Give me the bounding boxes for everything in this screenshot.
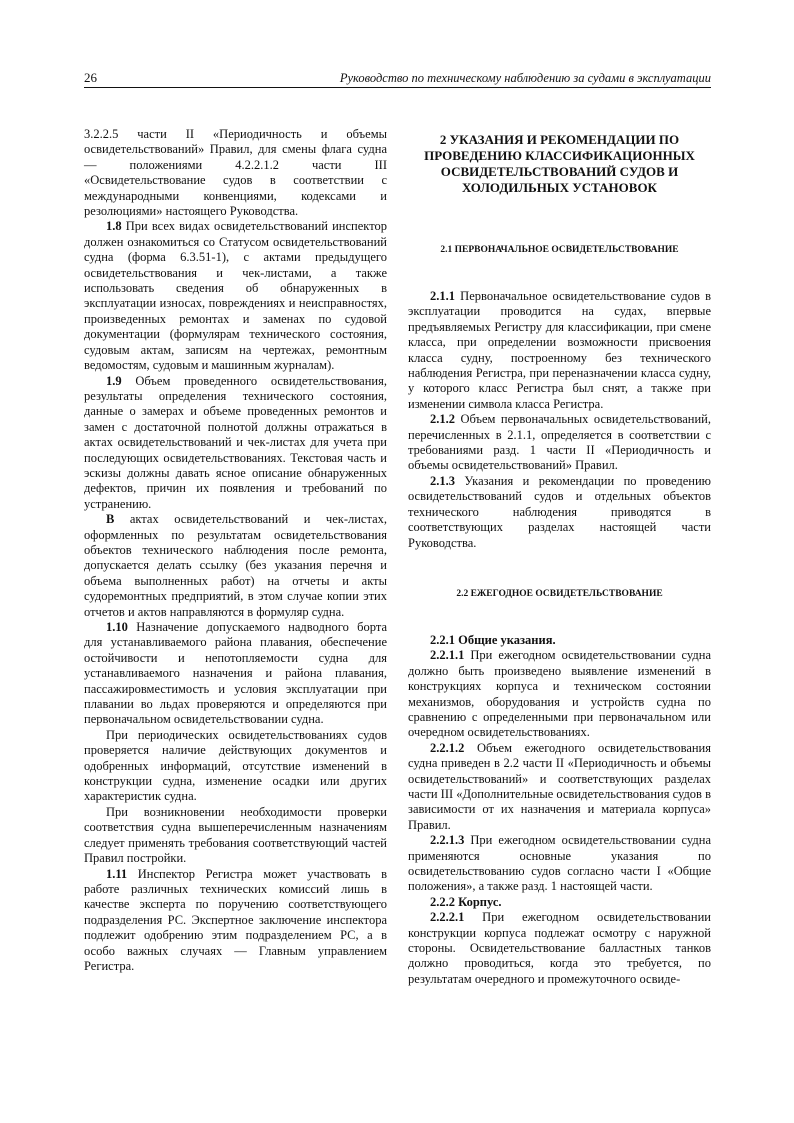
clause-number: 2.1.1 xyxy=(430,289,455,303)
paragraph-2-2-1-3 xyxy=(408,833,711,895)
running-header xyxy=(84,71,711,88)
paragraph-2-1-1 xyxy=(408,289,711,412)
paragraph-1-11 xyxy=(84,867,387,975)
section-title-2-1: 2.1 ПЕРВОНАЧАЛЬНОЕ ОСВИДЕТЕЛЬСТВОВАНИЕ xyxy=(440,245,679,255)
clause-number: 2.2.1.2 xyxy=(430,740,465,755)
paragraph-text: Объем проведенного освидетельствования, результаты определения технического состояния, данные о замерах и объеме проведенных ремонтов и замен с достаточной полнотой должны отражаться в актах освидетельствований и чек-листах для учета при последующих освидетельствованиях. Текстовая часть и эскизы должны давать ясное описание обнаруженных дефектов, причин их появления и требований по устранению. xyxy=(84,373,387,511)
clause-number: 2.2.1.1 xyxy=(430,648,465,663)
clause-number: 2.1.3 xyxy=(430,473,455,488)
chapter-title: 2 УКАЗАНИЯ И РЕКОМЕНДАЦИИ ПО ПРОВЕДЕНИЮ КЛАССИФИКАЦИОННЫХ ОСВИДЕТЕЛЬСТВОВАНИЙ СУДОВ И ХОЛОДИЛЬНЫХ УСТАНОВОК xyxy=(424,132,695,195)
paragraph-text: При ежегодном освидетельствовании судна применяются основные указания по освидетельствованию судов согласно части I «Общие положения», а также разд. 1 настоящей части. xyxy=(408,833,711,894)
paragraph-2-1-3 xyxy=(408,474,711,551)
paragraph-v-aktah xyxy=(84,512,387,620)
paragraph-text: 3.2.2.5 части II «Периодичность и объемы освидетельствований» Правил, для смены флага судна — положениями 4.2.2.1.2 части III «Освидетельствование судов в соответствии с международными конвенциями, кодексами и резолюциями» настоящего Руководства. xyxy=(84,127,387,219)
section-title-2-2: 2.2 ЕЖЕГОДНОЕ ОСВИДЕТЕЛЬСТВОВАНИЕ xyxy=(456,588,663,599)
paragraph-text: При возникновении необходимости проверки соответствия судна вышеперечисленным назначениям следует применять требования соответствующий частей Правил постройки. xyxy=(84,804,387,866)
paragraph-1-8 xyxy=(84,219,387,373)
paragraph-text: При периодических освидетельствованиях судов проверяется наличие действующих документов и одобренных информаций, отсутствие изменений в конструкции судна, изменение осадки или других характеристик судна. xyxy=(84,727,387,804)
clause-number: 2.1.2 xyxy=(430,412,455,427)
paragraph-text: Первоначальное освидетельствование судов в эксплуатации проводится на судах, впервые предъявляемых Регистру для классификации, при смене класса, при определении возможности присвоения класса судну, построенному без технического наблюдения Регистра, при переназначении класса судну, у которого класс Регистра был снят, а также при изменении символа класса Регистра. xyxy=(408,289,711,411)
subsection-heading-2-2-1: 2.2.1 Общие указания. xyxy=(430,632,556,647)
clause-number: 1.11 xyxy=(106,866,128,881)
clause-number: 2.2.1.3 xyxy=(430,833,465,848)
lead-word: В xyxy=(106,512,115,527)
paragraph-text: Инспектор Регистра может участвовать в работе различных технических комиссий лишь в качестве эксперта по поручению соответствующего подразделения РС. Экспертное заключение инспектора подлежит одобрению этим подразделением РС, а в особо важных случаях — Главным управлением Регистра. xyxy=(84,866,387,973)
paragraph-check xyxy=(84,805,387,867)
paragraph-1-10 xyxy=(84,620,387,728)
running-title: Руководство по техническому наблюдению за судами в эксплуатации xyxy=(339,71,711,85)
paragraph-text: Назначение допускаемого надводного борта для устанавливаемого района плавания, обеспечение остойчивости и непотопляемости судна для устанавливаемого назначения и района плавания, пассажировместимость и условия эксплуатации при плавании во льдах проверяются и определяются при первоначальном освидетельствовании судна. xyxy=(84,620,387,727)
paragraph-text: Объем первоначальных освидетельствований, перечисленных в 2.1.1, определяется в соответствии с требованиями разд. 1 части II «Периодичность и объемы освидетельствований» Правил. xyxy=(408,412,711,473)
paragraph-2-1-2 xyxy=(408,412,711,474)
paragraph-text: При ежегодном освидетельствовании конструкции корпуса подлежат осмотру с наружной стороны. Освидетельствование балластных танков должно проводиться, когда это требуется, по результатам очередного и промежуточного освиде- xyxy=(408,910,711,986)
paragraph-2-2-2-1 xyxy=(408,910,711,987)
paragraph-2-2-1-1 xyxy=(408,648,711,740)
paragraph-2-2-1-2 xyxy=(408,741,711,833)
paragraph-1-9 xyxy=(84,374,387,513)
subsection-heading-2-2-2: 2.2.2 Корпус. xyxy=(430,894,502,909)
clause-number: 1.10 xyxy=(106,620,128,634)
paragraph-periodic xyxy=(84,728,387,805)
clause-number: 2.2.2.1 xyxy=(430,910,465,925)
paragraph-continuation xyxy=(84,127,387,219)
right-column xyxy=(408,127,711,987)
paragraph-text: Объем ежегодного освидетельствования судна приведен в 2.2 части II «Периодичность и объемы освидетельствований» и соответствующих разделах части III «Дополнительные освидетельствования судов в зависимости от их назначения и материала корпуса» Правил. xyxy=(408,740,711,832)
page-number: 26 xyxy=(84,70,97,85)
clause-number: 1.8 xyxy=(106,219,122,234)
paragraph-text: Указания и рекомендации по проведению освидетельствований судов и отдельных объектов технического наблюдения приводятся в соответствующих разделах настоящей части Руководства. xyxy=(408,473,711,550)
paragraph-text: актах освидетельствований и чек-листах, оформленных по результатам освидетельствования объектов технического наблюдения после ремонта, допускается делать ссылку (без указания перечня и объема выполненных работ) на отчеты и акты судоремонтных предприятий, в этом случае копии этих отчетов и актов направляются в формуляр судна. xyxy=(84,512,387,619)
paragraph-text: При всех видах освидетельствований инспектор должен ознакомиться со Статусом освидетельствований судна (форма 6.3.51-1), с актами предыдущего освидетельствования и чек-листами, а также использовать сведения об обнаруженных в эксплуатации износах, повреждениях и неисправностях, произведенных ремонтах и заменах по судовой документации (формулярам технического состояния, судовым актам, записям на чертежах, ремонтным ведомостям, судовым и машинным журналам). xyxy=(84,219,387,373)
clause-number: 1.9 xyxy=(106,373,122,388)
left-column xyxy=(84,127,387,974)
paragraph-text: При ежегодном освидетельствовании судна должно быть произведено выявление изменений в конструкциях корпуса и техническом состоянии механизмов, оборудования и устройств судна по сравнению с определенными при первоначальном или очередном освидетельствованиях. xyxy=(408,648,711,740)
